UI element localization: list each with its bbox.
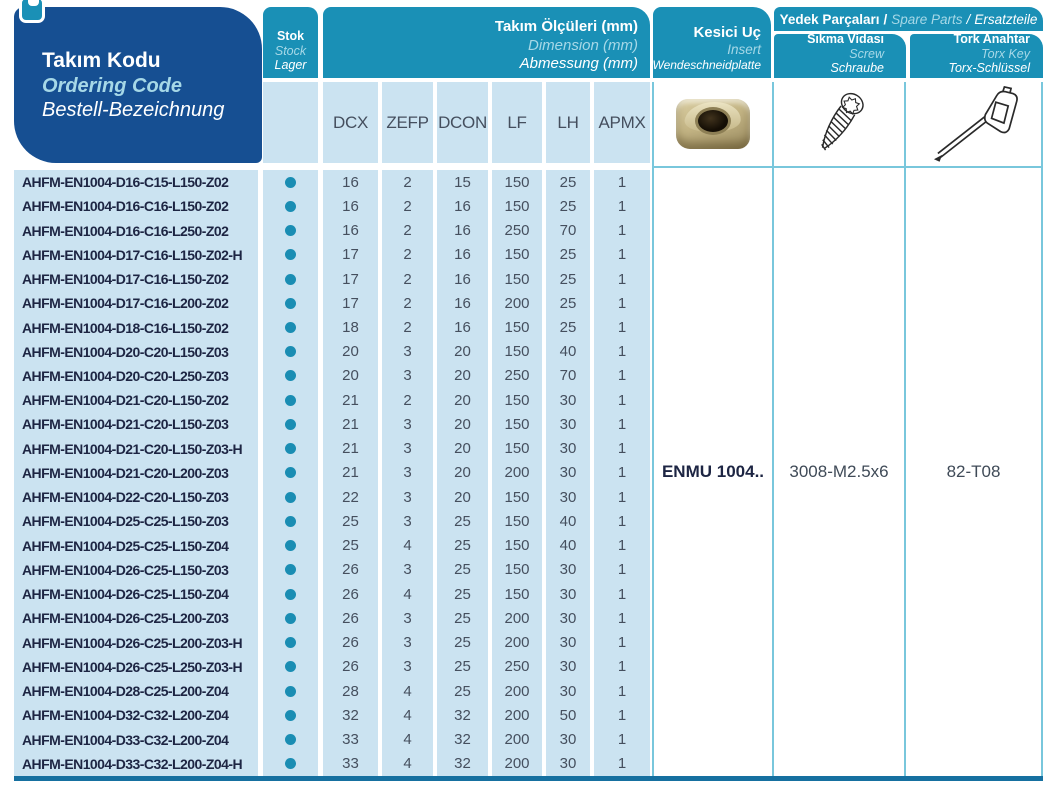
value-column-zefp — [382, 170, 433, 776]
stock-dot-icon — [285, 346, 296, 357]
value-cell: 250 — [504, 658, 530, 676]
value-cell: 1 — [617, 585, 627, 603]
stock-dot-icon — [285, 322, 296, 333]
stock-cell — [263, 630, 318, 654]
value-cell: 26 — [342, 561, 359, 579]
value-cell: 21 — [342, 391, 359, 409]
value-cell: 15 — [454, 173, 471, 191]
screw-header — [774, 34, 906, 78]
insert-photo — [676, 99, 750, 149]
stock-cell — [263, 291, 318, 315]
value-cell: 20 — [454, 488, 471, 506]
value-column-dcon — [437, 170, 488, 776]
screw-code-cell — [772, 168, 906, 776]
value-cell: 1 — [617, 561, 627, 579]
value-column-lf — [492, 170, 542, 776]
spare-parts-panel — [652, 82, 1043, 776]
value-cell: 30 — [559, 391, 577, 409]
column-label: LH — [557, 112, 579, 132]
separator: / — [883, 11, 888, 27]
value-cell: 25 — [559, 173, 577, 191]
value-cell: 32 — [454, 731, 471, 748]
stock-cell — [263, 340, 318, 364]
stock-cell — [263, 170, 318, 194]
value-column-lh — [546, 170, 590, 776]
ordering-code-cell: AHFM-EN1004-D26-C25-L200-Z03-H — [22, 634, 243, 651]
spare-parts-label-de: Ersatzteile — [974, 11, 1038, 27]
value-cell: 1 — [617, 512, 627, 530]
value-cell: 1 — [617, 294, 627, 312]
value-cell: 28 — [342, 682, 359, 700]
value-cell: 4 — [403, 755, 412, 773]
torx-key-drawing — [926, 86, 1022, 162]
ordering-code-header — [14, 7, 262, 163]
torx-key-label-en: Torx Key — [981, 46, 1030, 61]
stock-dot-icon — [285, 710, 296, 721]
column-header-dcon — [437, 82, 488, 163]
column-label: DCX — [333, 112, 368, 132]
torx-code-cell — [906, 168, 1041, 776]
value-cell: 22 — [342, 488, 359, 506]
value-cell: 1 — [617, 706, 627, 724]
value-column-dcx — [323, 170, 378, 776]
value-cell: 20 — [342, 343, 359, 361]
screw-image-cell — [772, 82, 906, 166]
value-cell: 150 — [504, 319, 530, 337]
value-cell: 1 — [617, 609, 627, 627]
column-header-zefp — [382, 82, 433, 163]
stock-header — [263, 7, 318, 78]
value-cell: 30 — [559, 731, 577, 748]
value-cell: 200 — [504, 731, 530, 748]
stock-dot-icon — [285, 395, 296, 406]
value-cell: 200 — [504, 706, 530, 724]
stock-dot-icon — [285, 419, 296, 430]
stock-dot-icon — [285, 298, 296, 309]
value-cell: 16 — [454, 222, 471, 240]
value-cell: 1 — [617, 682, 627, 700]
value-cell: 17 — [342, 270, 359, 288]
stock-column — [263, 170, 318, 776]
value-cell: 30 — [559, 488, 577, 506]
value-cell: 2 — [403, 173, 412, 191]
column-header-dcx — [323, 82, 378, 163]
value-cell: 26 — [342, 658, 359, 676]
value-cell: 20 — [342, 367, 359, 385]
value-cell: 150 — [504, 561, 530, 579]
ordering-code-cell: AHFM-EN1004-D17-C16-L150-Z02 — [22, 271, 229, 288]
value-cell: 200 — [504, 634, 530, 652]
value-cell: 3 — [403, 634, 412, 652]
stock-cell — [263, 218, 318, 242]
ordering-code-cell: AHFM-EN1004-D21-C20-L150-Z02 — [22, 392, 229, 409]
ordering-code-cell: AHFM-EN1004-D18-C16-L150-Z02 — [22, 319, 229, 336]
insert-header — [653, 7, 771, 78]
value-cell: 25 — [559, 294, 577, 312]
value-cell: 20 — [454, 464, 471, 482]
value-cell: 3 — [403, 415, 412, 433]
screw-label-en: Screw — [849, 46, 884, 61]
stock-cell — [263, 243, 318, 267]
value-cell: 3 — [403, 512, 412, 530]
value-cell: 26 — [342, 585, 359, 603]
value-cell: 4 — [403, 537, 412, 555]
value-cell: 1 — [617, 634, 627, 652]
ordering-code-cell: AHFM-EN1004-D16-C15-L150-Z02 — [22, 174, 229, 191]
bookmark-tab-notch — [28, 0, 39, 6]
stock-dot-icon — [285, 589, 296, 600]
ordering-code-cell: AHFM-EN1004-D22-C20-L150-Z03 — [22, 489, 229, 506]
stock-dot-icon — [285, 686, 296, 697]
torx-code: 82-T08 — [946, 462, 1001, 481]
value-cell: 200 — [504, 294, 530, 312]
value-cell: 70 — [559, 222, 577, 240]
value-cell: 2 — [403, 294, 412, 312]
stock-dot-icon — [285, 443, 296, 454]
ordering-code-cell: AHFM-EN1004-D20-C20-L150-Z03 — [22, 343, 229, 360]
value-cell: 17 — [342, 294, 359, 312]
value-cell: 25 — [559, 197, 577, 215]
value-cell: 40 — [559, 512, 577, 530]
value-cell: 4 — [403, 706, 412, 724]
stock-cell — [263, 703, 318, 727]
value-cell: 1 — [617, 246, 627, 264]
stock-cell — [263, 461, 318, 485]
stock-dot-icon — [285, 734, 296, 745]
value-cell: 16 — [454, 319, 471, 337]
value-cell: 3 — [403, 367, 412, 385]
value-cell: 2 — [403, 246, 412, 264]
value-cell: 4 — [403, 585, 412, 603]
value-cell: 3 — [403, 658, 412, 676]
stock-dot-icon — [285, 370, 296, 381]
value-cell: 250 — [504, 222, 530, 240]
stock-cell — [263, 655, 318, 679]
value-cell: 1 — [617, 755, 627, 773]
column-header-apmx — [594, 82, 650, 163]
value-cell: 3 — [403, 561, 412, 579]
stock-dot-icon — [285, 274, 296, 285]
ordering-code-label-en: Ordering Code — [42, 74, 183, 97]
value-cell: 40 — [559, 343, 577, 361]
ordering-code-cell: AHFM-EN1004-D26-C25-L150-Z04 — [22, 586, 229, 603]
insert-image-cell — [654, 82, 772, 166]
value-cell: 17 — [342, 246, 359, 264]
ordering-code-cell: AHFM-EN1004-D21-C20-L150-Z03 — [22, 416, 229, 433]
value-cell: 70 — [559, 367, 577, 385]
stock-cell — [263, 412, 318, 436]
stock-dot-icon — [285, 540, 296, 551]
value-cell: 1 — [617, 197, 627, 215]
stock-cell — [263, 558, 318, 582]
value-cell: 1 — [617, 415, 627, 433]
value-cell: 32 — [454, 755, 471, 773]
ordering-code-label-de: Bestell-Bezeichnung — [42, 98, 225, 121]
torx-key-image-cell — [906, 82, 1041, 166]
stock-label-tr: Stok — [276, 28, 305, 43]
value-cell: 16 — [454, 246, 471, 264]
stock-dot-icon — [285, 225, 296, 236]
value-cell: 50 — [559, 706, 577, 724]
value-cell: 25 — [559, 246, 577, 264]
value-cell: 32 — [342, 706, 359, 724]
value-cell: 30 — [559, 464, 577, 482]
value-cell: 150 — [504, 197, 530, 215]
value-cell: 30 — [559, 755, 577, 773]
stock-dot-icon — [285, 564, 296, 575]
value-cell: 25 — [342, 537, 359, 555]
column-label: DCON — [438, 112, 487, 132]
value-cell: 2 — [403, 197, 412, 215]
value-cell: 2 — [403, 319, 412, 337]
spare-parts-label-en: Spare Parts — [891, 11, 963, 27]
column-label: LF — [507, 112, 527, 132]
value-cell: 25 — [559, 319, 577, 337]
value-cell: 33 — [342, 731, 359, 748]
spare-parts-image-row — [654, 82, 1041, 168]
value-cell: 30 — [559, 440, 577, 458]
stock-cell — [263, 727, 318, 751]
value-cell: 1 — [617, 440, 627, 458]
value-cell: 200 — [504, 755, 530, 773]
ordering-code-cell: AHFM-EN1004-D21-C20-L150-Z03-H — [22, 440, 243, 457]
value-cell: 200 — [504, 609, 530, 627]
value-cell: 1 — [617, 367, 627, 385]
value-cell: 21 — [342, 415, 359, 433]
stock-dot-icon — [285, 661, 296, 672]
value-cell: 21 — [342, 464, 359, 482]
stock-cell — [263, 606, 318, 630]
value-cell: 16 — [342, 222, 359, 240]
value-cell: 150 — [504, 537, 530, 555]
value-cell: 4 — [403, 682, 412, 700]
value-cell: 30 — [559, 609, 577, 627]
stock-dot-icon — [285, 177, 296, 188]
stock-dot-icon — [285, 758, 296, 769]
value-cell: 25 — [454, 585, 471, 603]
value-cell: 3 — [403, 440, 412, 458]
ordering-code-cell: AHFM-EN1004-D17-C16-L150-Z02-H — [22, 246, 243, 263]
value-cell: 3 — [403, 488, 412, 506]
value-cell: 3 — [403, 609, 412, 627]
value-cell: 150 — [504, 440, 530, 458]
value-cell: 150 — [504, 343, 530, 361]
ordering-code-cell: AHFM-EN1004-D17-C16-L200-Z02 — [22, 295, 229, 312]
stock-dot-icon — [285, 201, 296, 212]
stock-dot-icon — [285, 492, 296, 503]
value-cell: 1 — [617, 658, 627, 676]
ordering-code-cell: AHFM-EN1004-D33-C32-L200-Z04-H — [22, 755, 243, 772]
ordering-code-cell: AHFM-EN1004-D20-C20-L250-Z03 — [22, 367, 229, 384]
value-cell: 150 — [504, 512, 530, 530]
value-cell: 25 — [559, 270, 577, 288]
bookmark-tab-icon — [19, 0, 45, 23]
ordering-code-cell: AHFM-EN1004-D32-C32-L200-Z04 — [22, 707, 229, 724]
value-cell: 150 — [504, 488, 530, 506]
value-cell: 150 — [504, 173, 530, 191]
value-cell: 25 — [342, 512, 359, 530]
stock-cell — [263, 752, 318, 776]
value-cell: 33 — [342, 755, 359, 773]
stock-dot-icon — [285, 516, 296, 527]
value-cell: 200 — [504, 682, 530, 700]
value-cell: 26 — [342, 634, 359, 652]
screw-code: 3008-M2.5x6 — [789, 462, 889, 481]
insert-code: ENMU 1004.. — [661, 462, 765, 481]
ordering-code-cell: AHFM-EN1004-D33-C32-L200-Z04 — [22, 731, 229, 748]
column-label: APMX — [598, 112, 646, 132]
value-cell: 20 — [454, 440, 471, 458]
separator: / — [966, 11, 971, 27]
torx-screw-drawing — [812, 88, 866, 160]
value-column-apmx — [594, 170, 650, 776]
value-cell: 21 — [342, 440, 359, 458]
value-cell: 1 — [617, 488, 627, 506]
insert-label-tr: Kesici Uç — [693, 24, 761, 42]
stock-cell — [263, 388, 318, 412]
insert-label-de: Wendeschneidplatte — [652, 58, 761, 73]
ordering-code-cell: AHFM-EN1004-D28-C25-L200-Z04 — [22, 683, 229, 700]
stock-subheader-cell — [263, 82, 318, 163]
value-cell: 1 — [617, 319, 627, 337]
insert-code-cell — [654, 168, 772, 776]
value-cell: 250 — [504, 367, 530, 385]
value-cell: 40 — [559, 537, 577, 555]
stock-cell — [263, 582, 318, 606]
value-cell: 20 — [454, 343, 471, 361]
bottom-border — [14, 776, 1043, 781]
screw-label-tr: Sıkma Vidası — [807, 32, 884, 47]
value-cell: 1 — [617, 343, 627, 361]
dimensions-header — [323, 7, 650, 78]
insert-photo-hole — [695, 107, 731, 135]
value-cell: 2 — [403, 222, 412, 240]
value-cell: 25 — [454, 537, 471, 555]
value-cell: 20 — [454, 391, 471, 409]
value-cell: 25 — [454, 512, 471, 530]
screw-label-de: Schraube — [830, 60, 884, 75]
stock-cell — [263, 437, 318, 461]
stock-dot-icon — [285, 637, 296, 648]
stock-cell — [263, 315, 318, 339]
value-cell: 1 — [617, 464, 627, 482]
value-cell: 16 — [342, 173, 359, 191]
stock-label-de: Lager — [274, 58, 307, 73]
value-cell: 32 — [454, 706, 471, 724]
torx-key-label-tr: Tork Anahtar — [953, 32, 1030, 47]
spare-parts-value-row — [654, 168, 1041, 776]
column-label: ZEFP — [386, 112, 429, 132]
stock-cell — [263, 534, 318, 558]
value-cell: 1 — [617, 173, 627, 191]
value-cell: 30 — [559, 682, 577, 700]
value-cell: 16 — [454, 294, 471, 312]
value-cell: 18 — [342, 319, 359, 337]
stock-cell — [263, 485, 318, 509]
value-cell: 25 — [454, 561, 471, 579]
stock-dot-icon — [285, 249, 296, 260]
ordering-code-cell: AHFM-EN1004-D21-C20-L200-Z03 — [22, 464, 229, 481]
value-cell: 30 — [559, 585, 577, 603]
value-cell: 25 — [454, 609, 471, 627]
value-cell: 1 — [617, 270, 627, 288]
value-cell: 25 — [454, 658, 471, 676]
value-cell: 150 — [504, 270, 530, 288]
stock-cell — [263, 194, 318, 218]
ordering-code-cell: AHFM-EN1004-D25-C25-L150-Z04 — [22, 537, 229, 554]
column-header-lf — [492, 82, 542, 163]
value-cell: 16 — [342, 197, 359, 215]
torx-key-header — [910, 34, 1043, 78]
dimensions-label-en: Dimension (mm) — [527, 36, 638, 54]
value-cell: 20 — [454, 367, 471, 385]
column-header-lh — [546, 82, 590, 163]
value-cell: 1 — [617, 222, 627, 240]
value-cell: 30 — [559, 561, 577, 579]
value-cell: 25 — [454, 682, 471, 700]
stock-cell — [263, 267, 318, 291]
stock-cell — [263, 679, 318, 703]
ordering-code-cell: AHFM-EN1004-D26-C25-L250-Z03-H — [22, 658, 243, 675]
value-cell: 4 — [403, 731, 412, 748]
stock-label-en: Stock — [274, 43, 307, 58]
value-cell: 30 — [559, 658, 577, 676]
value-cell: 1 — [617, 391, 627, 409]
stock-dot-icon — [285, 467, 296, 478]
value-cell: 150 — [504, 246, 530, 264]
insert-label-en: Insert — [727, 42, 761, 58]
ordering-code-cell: AHFM-EN1004-D16-C16-L250-Z02 — [22, 222, 229, 239]
stock-cell — [263, 509, 318, 533]
value-cell: 150 — [504, 585, 530, 603]
value-cell: 26 — [342, 609, 359, 627]
value-cell: 2 — [403, 391, 412, 409]
value-cell: 20 — [454, 415, 471, 433]
ordering-code-cell: AHFM-EN1004-D26-C25-L200-Z03 — [22, 610, 229, 627]
value-cell: 30 — [559, 415, 577, 433]
value-cell: 1 — [617, 731, 627, 748]
ordering-code-cell: AHFM-EN1004-D16-C16-L150-Z02 — [22, 198, 229, 215]
torx-key-label-de: Torx-Schlüssel — [948, 60, 1030, 75]
value-cell: 3 — [403, 343, 412, 361]
ordering-code-label-tr: Takım Kodu — [42, 49, 161, 73]
dimensions-label-de: Abmessung (mm) — [519, 55, 638, 73]
stock-dot-icon — [285, 613, 296, 624]
code-column — [14, 170, 258, 776]
value-cell: 30 — [559, 634, 577, 652]
value-cell: 150 — [504, 415, 530, 433]
ordering-code-cell: AHFM-EN1004-D25-C25-L150-Z03 — [22, 513, 229, 530]
value-cell: 1 — [617, 537, 627, 555]
spare-parts-label-tr: Yedek Parçaları — [779, 11, 880, 27]
value-cell: 200 — [504, 464, 530, 482]
value-cell: 25 — [454, 634, 471, 652]
value-cell: 16 — [454, 197, 471, 215]
value-cell: 2 — [403, 270, 412, 288]
value-cell: 150 — [504, 391, 530, 409]
spare-parts-header — [774, 7, 1043, 31]
dimensions-label-tr: Takım Ölçüleri (mm) — [494, 17, 638, 35]
value-cell: 16 — [454, 270, 471, 288]
ordering-code-cell: AHFM-EN1004-D26-C25-L150-Z03 — [22, 561, 229, 578]
stock-cell — [263, 364, 318, 388]
value-cell: 3 — [403, 464, 412, 482]
